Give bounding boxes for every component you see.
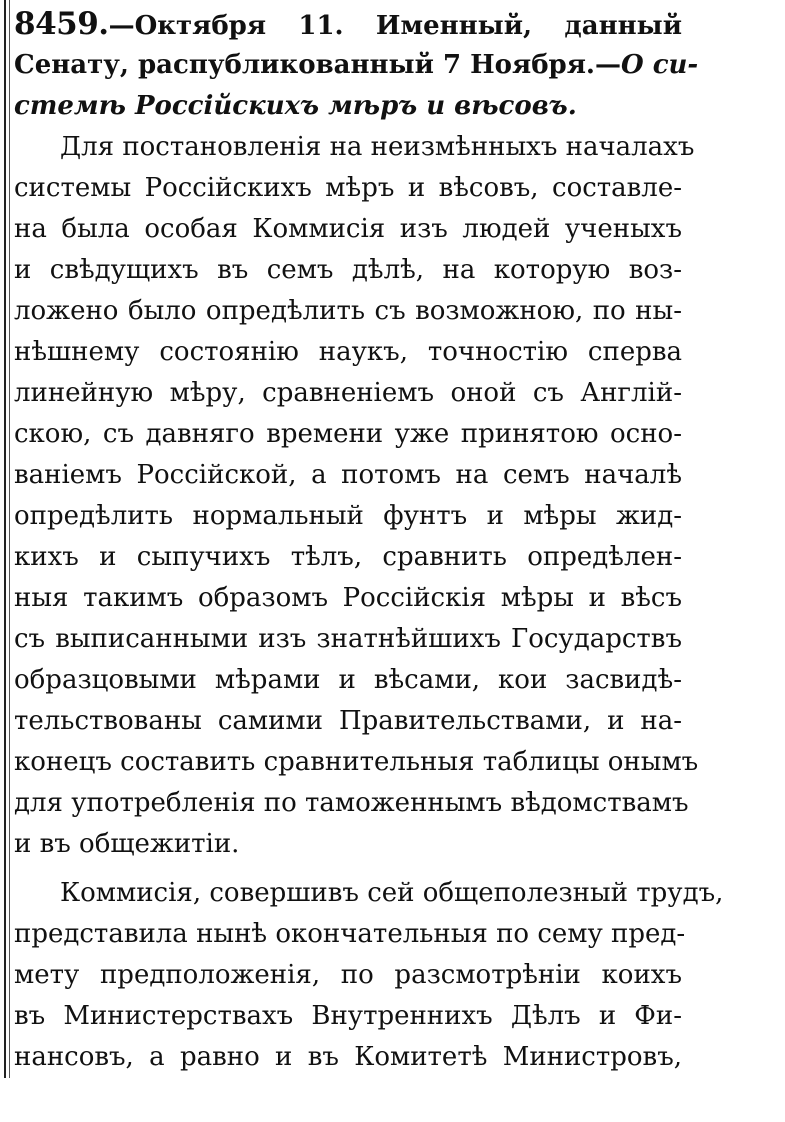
text-line: на была особая Коммисія изъ людей ученыхъ <box>14 214 682 244</box>
text-line: съ выписанными изъ знатнѣйшихъ Государствъ <box>14 624 682 654</box>
header-line-2 <box>14 45 699 86</box>
text-line: нѣшнему состоянію наукъ, точностію сперва <box>14 337 682 367</box>
margin-rule-inner <box>9 0 10 1078</box>
margin-rule <box>4 0 6 1078</box>
text-line: ныя такимъ образомъ Россійскія мѣры и вѣсъ <box>14 583 682 613</box>
header-date-title: —Октября 11. Именный, данный <box>108 11 682 41</box>
text-line: нансовъ, а равно и въ Комитетѣ Министровъ, <box>14 1042 682 1072</box>
text-line: скою, съ давняго времени уже принятою осно- <box>14 419 682 449</box>
text-line: и свѣдущихъ въ семъ дѣлѣ, на которую воз- <box>14 255 682 285</box>
text-line: для употребленія по таможеннымъ вѣдомствамъ <box>14 788 689 818</box>
header-subject-start: О си- <box>621 50 699 80</box>
header-publication: Сенату, распубликованный 7 Ноября.— <box>14 50 621 80</box>
text-line: въ Министерствахъ Внутреннихъ Дѣлъ и Фи- <box>14 1001 682 1031</box>
text-line: тельствованы самими Правительствами, и на- <box>14 706 682 736</box>
text-line: образцовыми мѣрами и вѣсами, кои засвидѣ- <box>14 665 682 695</box>
document-text <box>14 4 724 1078</box>
text-line: Коммисія, совершивъ сей общеполезный трудъ, <box>60 878 724 908</box>
decree-number: 8459. <box>14 6 109 42</box>
text-line: и въ общежитіи. <box>14 829 240 859</box>
header-line-1 <box>14 4 682 45</box>
text-line: мету предположенія, по разсмотрѣніи коихъ <box>14 960 682 990</box>
text-line: представила нынѣ окончательныя по сему пред- <box>14 919 686 949</box>
paragraph-2 <box>14 873 724 1078</box>
text-line: ваніемъ Россійской, а потомъ на семъ началѣ <box>14 460 682 490</box>
text-line: конецъ составить сравнительныя таблицы онымъ <box>14 747 699 777</box>
text-line: опредѣлить нормальный фунтъ и мѣры жид- <box>14 501 682 531</box>
text-line: Для постановленія на неизмѣнныхъ началахъ <box>60 132 695 162</box>
paragraph-1 <box>14 127 699 865</box>
text-line: кихъ и сыпучихъ тѣлъ, сравнить опредѣлен- <box>14 542 682 572</box>
text-line: линейную мѣру, сравненіемъ оной съ Англій- <box>14 378 682 408</box>
header-subject-end: стемѣ Россійскихъ мѣръ и вѣсовъ. <box>14 91 577 121</box>
header-line-3 <box>14 86 682 127</box>
text-line: ложено было опредѣлить съ возможною, по ны- <box>14 296 682 326</box>
text-line: системы Россійскихъ мѣръ и вѣсовъ, составле- <box>14 173 682 203</box>
